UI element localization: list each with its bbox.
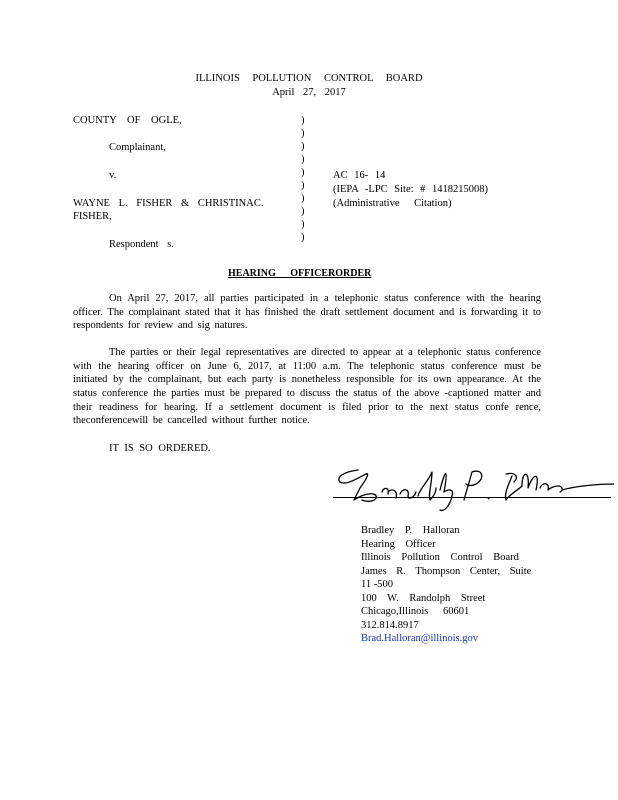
signature-block — [361, 524, 531, 646]
respondent-names-line2: FISHER, — [73, 211, 112, 222]
caption-paren: ) — [301, 180, 305, 191]
signer-organization: Illinois Pollution Control Board — [361, 552, 519, 563]
address-line-4: Chicago,Illinois 60601 — [361, 606, 470, 617]
order-paragraph-1-text: On April 27, 2017, all parties participated in a telephonic status conference with the hearing officer. The complainant stated that it has finished the draft settlement document and is forwarding it to respondents for review and sig natures. — [73, 293, 541, 332]
respondent-names-line1: WAYNE L. FISHER & CHRISTINAC. — [73, 198, 264, 209]
complainant-role: Complainant, — [109, 142, 166, 153]
citation-type: (Administrative Citation) — [333, 198, 452, 209]
caption-paren: ) — [301, 219, 305, 230]
case-number: AC 16- 14 — [333, 170, 386, 181]
handwritten-signature — [336, 462, 614, 514]
order-title: HEARING OFFICERORDER — [228, 268, 372, 279]
signer-name: Bradley P. Halloran — [361, 525, 460, 536]
board-name: ILLINOIS POLLUTION CONTROL BOARD — [195, 73, 423, 84]
caption-paren: ) — [301, 193, 305, 204]
caption-divider — [301, 114, 305, 244]
order-paragraph-2 — [73, 346, 541, 428]
signer-title: Hearing Officer — [361, 538, 436, 550]
address-line-2: 11 -500 — [361, 579, 393, 590]
respondent-role: Respondent s. — [109, 239, 174, 250]
phone-number: 312.814.8917 — [361, 619, 419, 631]
caption-paren: ) — [301, 154, 305, 165]
signature-line — [333, 497, 611, 498]
caption-paren: ) — [301, 115, 305, 126]
caption-paren: ) — [301, 167, 305, 178]
caption-paren: ) — [301, 141, 305, 152]
address-line-1: James R. Thompson Center, Suite — [361, 565, 532, 577]
site-number: (IEPA -LPC Site: # 1418215008) — [333, 184, 489, 195]
complainant-name: COUNTY OF OGLE, — [73, 115, 182, 126]
caption-paren: ) — [301, 232, 305, 243]
order-date: April 27, 2017 — [272, 87, 346, 98]
caption-paren: ) — [301, 206, 305, 217]
email-link[interactable]: Brad.Halloran@illinois.gov — [361, 633, 478, 644]
order-paragraph-1 — [73, 292, 541, 333]
versus-label: v. — [109, 170, 117, 181]
address-line-3: 100 W. Randolph Street — [361, 592, 486, 604]
closing-statement: IT IS SO ORDERED. — [109, 443, 211, 454]
caption-paren: ) — [301, 128, 305, 139]
order-paragraph-2-text: The parties or their legal representatives are directed to appear at a telephonic status conference with the hearing officer on June 6, 2017, at 11:00 a.m. The telephonic status conference must be initiated by the complainant, but each party is nonetheless responsible for its own appearance. At the status conference the parties must be prepared to discuss the status of the above -captioned matter and their readiness for hearing. If a settlement document is filed prior to the next status confe rence, theconferencewill be cancelled without further notice. — [73, 347, 541, 427]
